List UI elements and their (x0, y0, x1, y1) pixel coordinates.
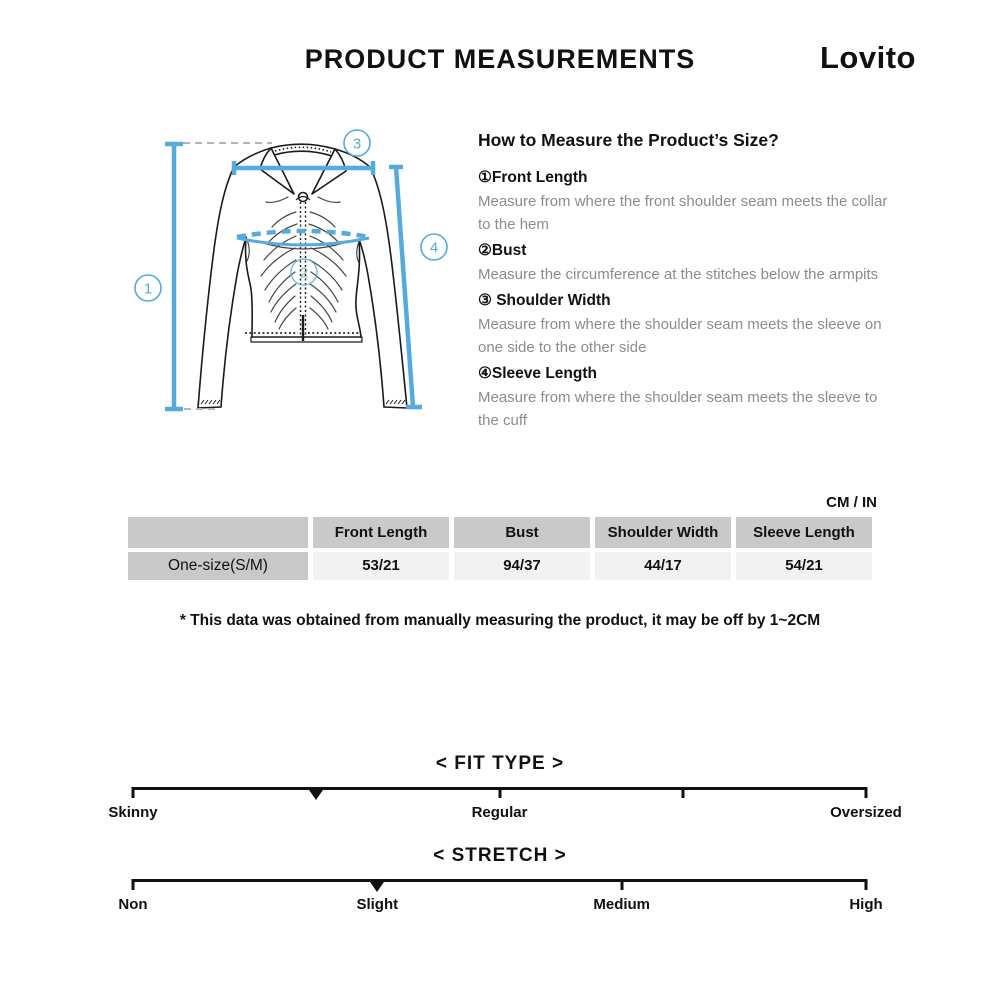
stretch-title: < STRETCH > (433, 845, 567, 866)
slider-label: Non (118, 896, 148, 913)
slider-tick (865, 787, 868, 798)
slider-tick (132, 879, 135, 890)
svg-text:2: 2 (299, 264, 309, 282)
measure-lines (165, 144, 422, 409)
instruction-desc: Measure from where the front shoulder seam meets the collar to the hem (478, 193, 888, 233)
brand-logo: Lovito (820, 40, 916, 75)
slider-tick (681, 787, 684, 798)
slider-marker-triangle (307, 787, 325, 800)
instruction-title: ④Sleeve Length (478, 365, 597, 382)
ruche-lines (246, 197, 360, 329)
slider-label: Oversized (830, 804, 902, 821)
slider-tick (498, 787, 501, 798)
instruction-item-bust (478, 239, 898, 286)
table-header-bust: Bust (454, 517, 590, 548)
table-value-bust: 94/37 (454, 552, 590, 580)
garment-diagram (120, 115, 460, 427)
size-table (128, 517, 872, 580)
circled-number-3-icon (344, 130, 370, 156)
instruction-item-shoulder-width (478, 289, 898, 359)
table-header-front-length: Front Length (313, 517, 449, 548)
slider-label: Regular (471, 804, 528, 821)
measure-note: * This data was obtained from manually measuring the product, it may be off by 1~2CM (179, 612, 821, 629)
instruction-desc: Measure from where the shoulder seam meets the sleeve to the cuff (478, 389, 878, 429)
garment-collar (260, 144, 346, 201)
circled-number-3-icon: ③ (478, 292, 497, 309)
table-value-front-length: 53/21 (313, 552, 449, 580)
instructions-heading: How to Measure the Product’s Size? (478, 130, 779, 150)
measure-instructions (478, 130, 898, 432)
instruction-item-sleeve-length (478, 362, 898, 432)
slider-label: Medium (593, 896, 651, 913)
table-header-cell (128, 517, 308, 548)
fit-type-title: < FIT TYPE > (435, 753, 565, 774)
slider-tick (865, 879, 868, 890)
slider-label: High (849, 896, 883, 913)
circled-number-2-icon: ② (478, 242, 492, 259)
fit-type-slider-track (108, 787, 902, 821)
table-header-sleeve-length: Sleeve Length (736, 517, 872, 548)
instruction-title: ①Front Length (478, 169, 588, 186)
instruction-title: ②Bust (478, 242, 527, 259)
svg-text:3: 3 (352, 135, 362, 153)
slider-label: Skinny (108, 804, 158, 821)
unit-label: CM / IN (826, 494, 877, 511)
page-title: PRODUCT MEASUREMENTS (304, 44, 696, 74)
cuff-hatches (201, 400, 405, 404)
circled-number-4-icon: ④ (478, 365, 492, 382)
table-size-cell: One-size(S/M) (128, 552, 308, 580)
instruction-title: ③ Shoulder Width (478, 292, 611, 309)
circled-number-1-icon: ① (478, 169, 492, 186)
table-header-shoulder-width: Shoulder Width (595, 517, 731, 548)
circled-number-4-icon (421, 234, 447, 260)
slider-tick (620, 879, 623, 890)
table-value-sleeve-length: 54/21 (736, 552, 872, 580)
instruction-desc: Measure the circumference at the stitches below the armpits (478, 266, 879, 283)
stretch-slider-track (118, 879, 883, 913)
table-value-shoulder-width: 44/17 (595, 552, 731, 580)
svg-text:4: 4 (429, 239, 439, 257)
slider-label: Slight (356, 896, 399, 913)
svg-text:1: 1 (143, 280, 153, 298)
slider-marker-triangle (368, 879, 386, 892)
instruction-desc: Measure from where the shoulder seam meets the sleeve on one side to the other side (478, 316, 882, 356)
instruction-item-front-length (478, 166, 898, 236)
circled-number-1-icon (135, 275, 161, 301)
slider-tick (132, 787, 135, 798)
